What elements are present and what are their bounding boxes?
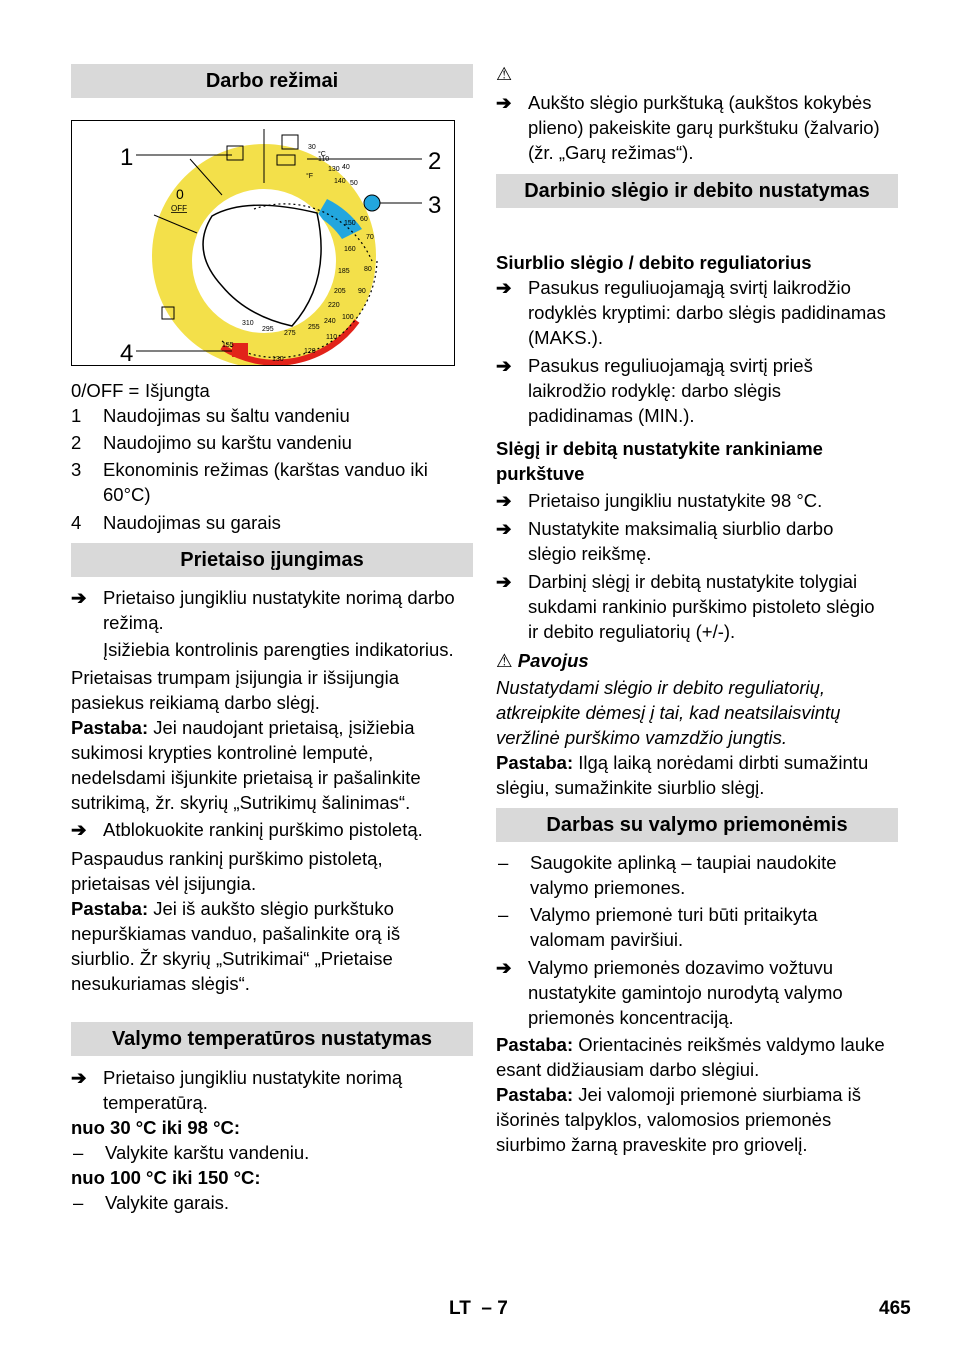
- svg-text:310: 310: [242, 320, 254, 327]
- svg-text:110: 110: [318, 156, 330, 163]
- callout-1: 1: [120, 144, 134, 171]
- danger-icon: ⚠: [496, 650, 513, 671]
- svg-text:205: 205: [334, 288, 346, 295]
- section-temperatura: ➔ Prietaiso jungikliu nustatykite norimą temperatūrą. nuo 30 °C iki 98 °C: – Valykite karštu vandeniu. nuo 100 °C iki 150 °C: – Valykite garais.: [71, 1067, 403, 1213]
- heading-prietaiso-ijungimas: Prietaiso įjungimas: [71, 543, 473, 577]
- svg-text:40: 40: [342, 164, 350, 171]
- svg-text:130: 130: [328, 166, 340, 173]
- svg-text:70: 70: [366, 234, 374, 241]
- svg-text:OFF: OFF: [171, 204, 187, 213]
- svg-text:30: 30: [308, 144, 316, 151]
- footer-lang: LT – 7: [449, 1298, 508, 1319]
- svg-text:255: 255: [308, 324, 320, 331]
- steam-icon: [232, 343, 248, 357]
- section-ijungimas: ➔ Prietaiso jungikliu nustatykite norimą darbo režimą. Įsižiebia kontrolinis parengties indikatorius. Prietaisas trumpam įsijungia ir išsijungia pasiekus reikiamą darbo slėgį. Pastaba: Jei naudojant prietaisą, įsižiebia sukimosi krypties kontrolinė lemputė, nedelsdami išjunkite prietaisą ir pašalinkite sutrikimą, žr. skyrių „Sutrikimų šalinimas“. ➔ Atblokuokite rankinį purškimo pistoletą. Paspaudus rankinį purškimo pistoletą, prietaisas vėl įsijungia. Pastaba: Jei iš aukšto slėgio purkštuko nepurškiamas vanduo, pašalinkite orą iš siurblio. Žr skyrių „Sutrikimai“ „Prietaise nesukuriamas slėgis“.: [71, 587, 455, 994]
- svg-text:185: 185: [338, 268, 350, 275]
- svg-text:295: 295: [262, 326, 274, 333]
- eco-indicator-icon: [364, 195, 380, 211]
- svg-text:100: 100: [342, 314, 354, 321]
- legend-item: 1 Naudojimas su šaltu vandeniu: [71, 405, 350, 426]
- svg-text:160: 160: [344, 246, 356, 253]
- section-valymo-priemones: – Saugokite aplinką – taupiai naudokite valymo priemones. – Valymo priemonė turi būti pritaikyta valomam paviršiui. ➔ Valymo priemonės dozavimo vožtuvu nustatykite gamintojo nurodytą valymo priemonės koncentraciją. Pastaba: Orientacinės reikšmės valdymo lauke esant didžiausiam darbo slėgiui. Pastaba: Jei valomoji priemonė siurbiama iš išorinės talpyklos, valomosios priemonės siurbimo žarną praveskite pro griovelį.: [496, 852, 885, 1155]
- section-slegio-reguliatorius: Siurblio slėgio / debito reguliatorius ➔ Pasukus reguliuojamąją svirtį laikrodžio rodyklės kryptimi: darbo slėgis padidinamas (MAKS.). ➔ Pasukus reguliuojamąją svirtį prieš laikrodžio rodyklę: darbo slėgis padidinamas (MIN.). Slėgį ir debitą nustatykite rankiniame purkštuve ➔ Prietaiso jungikliu nustatykite 98 °C. ➔ Nustatykite maksimalią siurblio darbo slėgio reikšmę. ➔ Darbinį slėgį ir debitą nustatykite tolygiai sukdami rankinio purškimo pistoleto slėgio ir debito reguliatorių (+/-). ⚠ Pavojus Nustatydami slėgio ir debito reguliatorių, atkreipkite dėmesį į tai, kad neatsilaisvintų veržlinė purškimo vamzdžio jungtis. Pastaba: Ilgą laiką norėdami dirbti sumažintu slėgiu, sumažinkite siurblio slėgį.: [496, 252, 886, 798]
- legend-item: 4 Naudojimas su garais: [71, 512, 281, 533]
- svg-text:220: 220: [328, 302, 340, 309]
- legend-item: 3 Ekonominis režimas (karštas vanduo iki 60°C): [71, 459, 428, 505]
- svg-text:50: 50: [350, 180, 358, 187]
- legend-item: 0/OFF = Išjungta: [71, 380, 210, 401]
- mode-dial-svg: [72, 121, 454, 365]
- warning-icon: ⚠: [496, 64, 513, 84]
- svg-text:275: 275: [284, 330, 296, 337]
- heading-valymo-temperaturos: Valymo temperatūros nustatymas: [71, 1022, 473, 1056]
- heading-darbas-su-valymo: Darbas su valymo priemonėmis: [496, 808, 898, 842]
- heading-darbinio-slegio: Darbinio slėgio ir debito nustatymas: [496, 174, 898, 208]
- mode-dial-figure: [71, 120, 455, 366]
- heading-darbo-rezimai: Darbo režimai: [71, 64, 473, 98]
- svg-text:150: 150: [344, 220, 356, 227]
- callout-4: 4: [120, 340, 134, 365]
- svg-text:155: 155: [222, 342, 234, 349]
- svg-text:120: 120: [304, 348, 316, 355]
- svg-text:°F: °F: [306, 173, 314, 180]
- svg-text:60: 60: [360, 216, 368, 223]
- svg-text:80: 80: [364, 266, 372, 273]
- legend-list: [71, 378, 461, 535]
- svg-text:90: 90: [358, 288, 366, 295]
- page-number: 465: [879, 1298, 911, 1319]
- callout-2: 2: [428, 148, 442, 175]
- svg-text:°C: °C: [318, 151, 326, 158]
- svg-text:240: 240: [324, 318, 336, 325]
- legend-item: 2 Naudojimo su karštu vandeniu: [71, 432, 352, 453]
- section-garu-purkstukas: ➔ Aukšto slėgio purkštuką (aukštos kokybės plieno) pakeiskite garų purkštuku (žalvario) (žr. „Garų režimas“).: [496, 92, 880, 163]
- callout-3: 3: [428, 192, 442, 219]
- svg-text:0: 0: [176, 186, 184, 202]
- svg-text:110: 110: [326, 334, 338, 341]
- svg-text:140: 140: [334, 178, 346, 185]
- svg-text:130: 130: [272, 356, 284, 363]
